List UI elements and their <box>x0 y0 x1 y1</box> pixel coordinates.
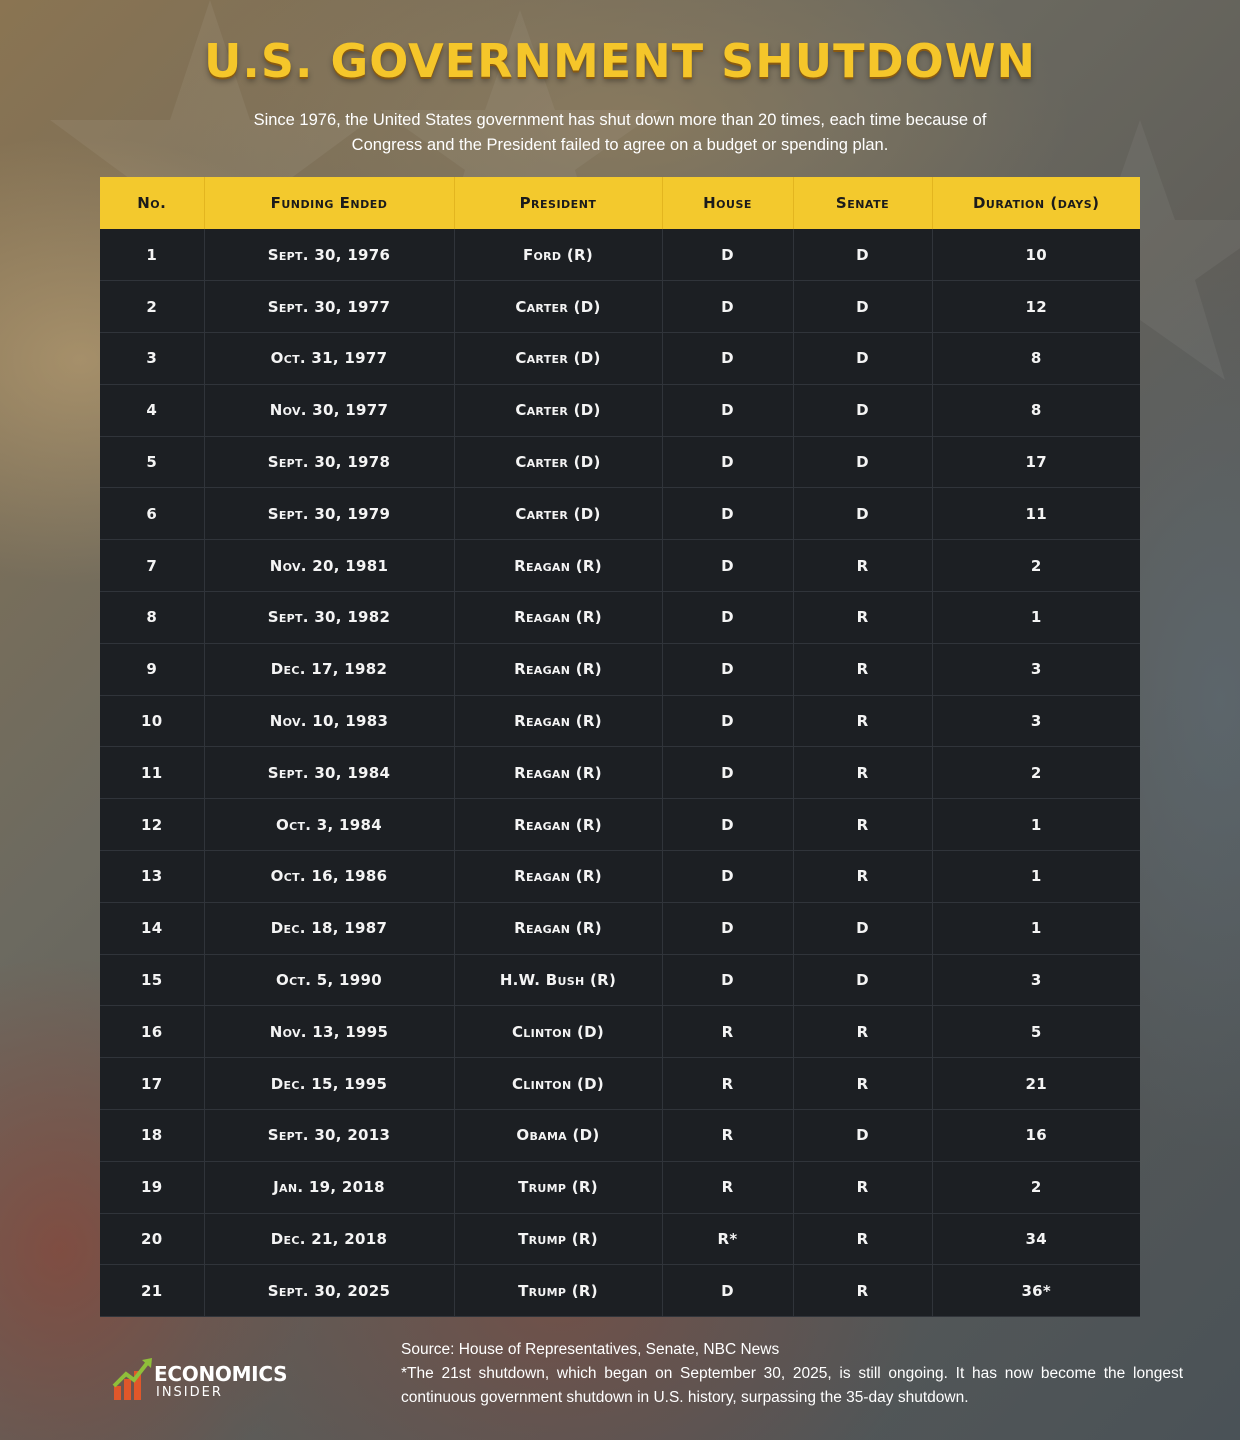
cell-senate: D <box>793 1110 932 1162</box>
logo-bar <box>114 1386 121 1400</box>
table-row <box>100 1058 1140 1110</box>
cell-funding-ended: Sept. 30, 1976 <box>204 229 454 281</box>
table-row <box>100 643 1140 695</box>
cell-funding-ended: Sept. 30, 2025 <box>204 1265 454 1317</box>
cell-house: D <box>662 695 793 747</box>
cell-president: Carter (D) <box>454 436 662 488</box>
table-row <box>100 1110 1140 1162</box>
cell-duration: 2 <box>932 1161 1140 1213</box>
cell-no: 2 <box>100 281 204 333</box>
cell-duration: 8 <box>932 384 1140 436</box>
cell-no: 5 <box>100 436 204 488</box>
cell-funding-ended: Dec. 17, 1982 <box>204 643 454 695</box>
cell-no: 16 <box>100 1006 204 1058</box>
cell-no: 10 <box>100 695 204 747</box>
cell-funding-ended: Nov. 13, 1995 <box>204 1006 454 1058</box>
cell-senate: D <box>793 436 932 488</box>
cell-house: R* <box>662 1213 793 1265</box>
cell-funding-ended: Sept. 30, 1982 <box>204 592 454 644</box>
cell-senate: D <box>793 488 932 540</box>
cell-duration: 36* <box>932 1265 1140 1317</box>
header-president: President <box>454 177 662 229</box>
table-row <box>100 954 1140 1006</box>
cell-duration: 3 <box>932 954 1140 1006</box>
cell-senate: R <box>793 799 932 851</box>
cell-duration: 1 <box>932 851 1140 903</box>
cell-senate: R <box>793 1058 932 1110</box>
cell-duration: 16 <box>932 1110 1140 1162</box>
cell-house: R <box>662 1161 793 1213</box>
table-row <box>100 333 1140 385</box>
cell-no: 4 <box>100 384 204 436</box>
cell-funding-ended: Sept. 30, 1977 <box>204 281 454 333</box>
table-row <box>100 1161 1140 1213</box>
table-row <box>100 851 1140 903</box>
cell-president: Carter (D) <box>454 488 662 540</box>
cell-house: D <box>662 799 793 851</box>
source-text: Source: House of Representatives, Senate, NBC News <box>401 1341 780 1358</box>
cell-house: D <box>662 488 793 540</box>
cell-no: 9 <box>100 643 204 695</box>
cell-no: 15 <box>100 954 204 1006</box>
cell-no: 11 <box>100 747 204 799</box>
table-row <box>100 695 1140 747</box>
cell-funding-ended: Nov. 20, 1981 <box>204 540 454 592</box>
cell-president: Reagan (R) <box>454 592 662 644</box>
table-row <box>100 1265 1140 1317</box>
cell-senate: R <box>793 851 932 903</box>
cell-no: 21 <box>100 1265 204 1317</box>
cell-house: R <box>662 1058 793 1110</box>
cell-president: Clinton (D) <box>454 1058 662 1110</box>
header-house: House <box>662 177 793 229</box>
cell-president: Reagan (R) <box>454 540 662 592</box>
page-subtitle: Since 1976, the United States government has shut down more than 20 times, each time because of Congress and the President failed to agree on a budget or spending plan. <box>253 111 987 154</box>
table-row <box>100 229 1140 281</box>
cell-president: Trump (R) <box>454 1213 662 1265</box>
table-header-row <box>100 177 1140 229</box>
cell-president: Reagan (R) <box>454 799 662 851</box>
cell-no: 6 <box>100 488 204 540</box>
cell-no: 18 <box>100 1110 204 1162</box>
cell-funding-ended: Nov. 10, 1983 <box>204 695 454 747</box>
cell-no: 14 <box>100 902 204 954</box>
cell-duration: 2 <box>932 747 1140 799</box>
footnote-text: *The 21st shutdown, which began on September 30, 2025, is still ongoing. It has now become the longest continuous government shutdown in U.S. history, surpassing the 35-day shutdown. <box>401 1365 1183 1406</box>
cell-no: 3 <box>100 333 204 385</box>
table-row <box>100 540 1140 592</box>
cell-no: 8 <box>100 592 204 644</box>
cell-house: D <box>662 643 793 695</box>
cell-senate: D <box>793 281 932 333</box>
cell-president: Reagan (R) <box>454 695 662 747</box>
cell-no: 7 <box>100 540 204 592</box>
table-row <box>100 1213 1140 1265</box>
cell-duration: 5 <box>932 1006 1140 1058</box>
cell-no: 20 <box>100 1213 204 1265</box>
table-row <box>100 384 1140 436</box>
cell-funding-ended: Oct. 5, 1990 <box>204 954 454 1006</box>
cell-house: D <box>662 540 793 592</box>
cell-no: 13 <box>100 851 204 903</box>
cell-senate: D <box>793 333 932 385</box>
cell-president: Trump (R) <box>454 1265 662 1317</box>
cell-senate: R <box>793 540 932 592</box>
table-row <box>100 488 1140 540</box>
table-row <box>100 592 1140 644</box>
cell-president: Trump (R) <box>454 1161 662 1213</box>
cell-funding-ended: Sept. 30, 1978 <box>204 436 454 488</box>
cell-president: Carter (D) <box>454 281 662 333</box>
cell-house: R <box>662 1006 793 1058</box>
header-senate: Senate <box>793 177 932 229</box>
cell-no: 17 <box>100 1058 204 1110</box>
cell-president: H.W. Bush (R) <box>454 954 662 1006</box>
cell-funding-ended: Sept. 30, 1979 <box>204 488 454 540</box>
cell-funding-ended: Nov. 30, 1977 <box>204 384 454 436</box>
cell-duration: 21 <box>932 1058 1140 1110</box>
cell-no: 1 <box>100 229 204 281</box>
logo-bar <box>124 1379 131 1400</box>
cell-funding-ended: Dec. 18, 1987 <box>204 902 454 954</box>
cell-senate: R <box>793 747 932 799</box>
cell-house: D <box>662 954 793 1006</box>
cell-duration: 1 <box>932 592 1140 644</box>
table-row <box>100 747 1140 799</box>
cell-president: Reagan (R) <box>454 643 662 695</box>
cell-house: D <box>662 747 793 799</box>
table-row <box>100 799 1140 851</box>
cell-house: D <box>662 229 793 281</box>
cell-duration: 12 <box>932 281 1140 333</box>
header-duration: Duration (days) <box>932 177 1140 229</box>
cell-duration: 3 <box>932 643 1140 695</box>
cell-senate: R <box>793 592 932 644</box>
economics-insider-logo <box>112 1352 312 1412</box>
cell-president: Ford (R) <box>454 229 662 281</box>
cell-duration: 11 <box>932 488 1140 540</box>
header-funding-ended: Funding Ended <box>204 177 454 229</box>
cell-president: Carter (D) <box>454 384 662 436</box>
cell-senate: R <box>793 1161 932 1213</box>
cell-senate: D <box>793 954 932 1006</box>
cell-house: D <box>662 384 793 436</box>
cell-senate: R <box>793 1213 932 1265</box>
cell-house: D <box>662 851 793 903</box>
table-body <box>100 229 1140 1317</box>
header-no: No. <box>100 177 204 229</box>
cell-senate: D <box>793 384 932 436</box>
cell-senate: D <box>793 229 932 281</box>
cell-president: Carter (D) <box>454 333 662 385</box>
cell-duration: 1 <box>932 799 1140 851</box>
cell-house: D <box>662 436 793 488</box>
cell-house: D <box>662 281 793 333</box>
page-title: U.S. GOVERNMENT SHUTDOWN <box>204 34 1036 88</box>
cell-house: D <box>662 1265 793 1317</box>
cell-house: D <box>662 592 793 644</box>
table-row <box>100 902 1140 954</box>
logo-name: ECONOMICS <box>154 1362 288 1386</box>
cell-funding-ended: Sept. 30, 2013 <box>204 1110 454 1162</box>
cell-senate: R <box>793 1006 932 1058</box>
cell-president: Clinton (D) <box>454 1006 662 1058</box>
cell-no: 12 <box>100 799 204 851</box>
cell-duration: 8 <box>932 333 1140 385</box>
table-row <box>100 436 1140 488</box>
cell-president: Reagan (R) <box>454 902 662 954</box>
cell-house: R <box>662 1110 793 1162</box>
logo-chart-icon <box>112 1356 156 1406</box>
cell-duration: 10 <box>932 229 1140 281</box>
cell-duration: 1 <box>932 902 1140 954</box>
cell-duration: 3 <box>932 695 1140 747</box>
shutdown-table <box>100 177 1140 1317</box>
cell-no: 19 <box>100 1161 204 1213</box>
cell-senate: R <box>793 643 932 695</box>
cell-funding-ended: Jan. 19, 2018 <box>204 1161 454 1213</box>
cell-president: Obama (D) <box>454 1110 662 1162</box>
cell-senate: R <box>793 1265 932 1317</box>
cell-president: Reagan (R) <box>454 851 662 903</box>
cell-duration: 2 <box>932 540 1140 592</box>
cell-funding-ended: Oct. 31, 1977 <box>204 333 454 385</box>
cell-house: D <box>662 902 793 954</box>
cell-funding-ended: Dec. 15, 1995 <box>204 1058 454 1110</box>
cell-president: Reagan (R) <box>454 747 662 799</box>
cell-funding-ended: Sept. 30, 1984 <box>204 747 454 799</box>
cell-funding-ended: Oct. 3, 1984 <box>204 799 454 851</box>
table-row <box>100 1006 1140 1058</box>
cell-senate: D <box>793 902 932 954</box>
cell-duration: 34 <box>932 1213 1140 1265</box>
cell-funding-ended: Oct. 16, 1986 <box>204 851 454 903</box>
table-row <box>100 281 1140 333</box>
cell-house: D <box>662 333 793 385</box>
cell-duration: 17 <box>932 436 1140 488</box>
logo-subname: INSIDER <box>156 1385 223 1400</box>
cell-senate: R <box>793 695 932 747</box>
cell-funding-ended: Dec. 21, 2018 <box>204 1213 454 1265</box>
